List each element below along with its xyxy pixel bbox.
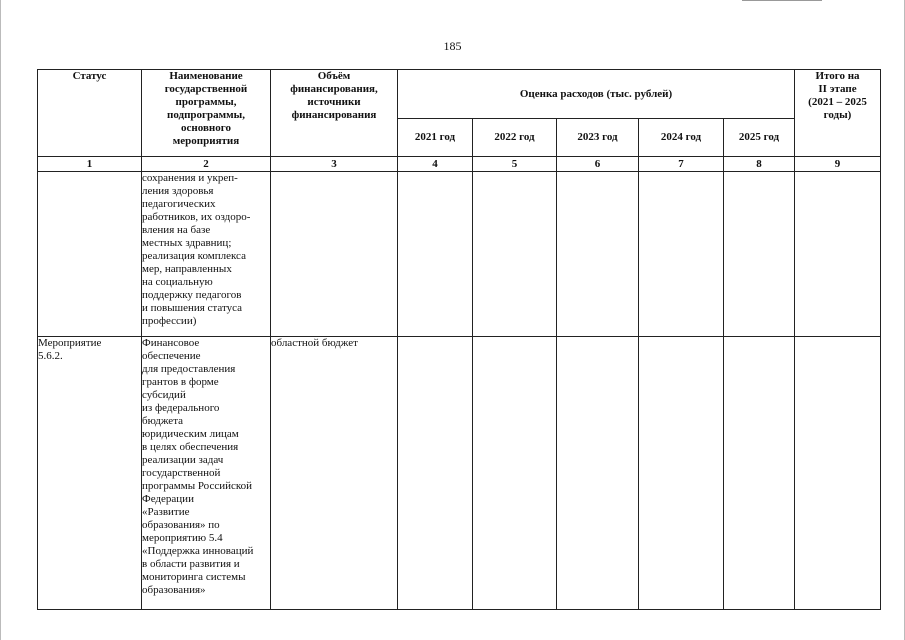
header-volume <box>271 70 398 157</box>
name-line: мероприятию 5.4 <box>142 532 223 544</box>
name-line: государственной <box>142 467 221 479</box>
name-line: ления здоровья <box>142 185 214 197</box>
name-line: юридическим лицам <box>142 428 239 440</box>
name-line: мониторинга системы <box>142 571 246 583</box>
name-line: профессии) <box>142 315 197 327</box>
value-cell-2021 <box>398 337 473 610</box>
header-name-line: Наименование <box>169 70 243 82</box>
column-number: 4 <box>398 157 473 172</box>
status-cell <box>38 337 142 610</box>
table-row <box>38 337 881 610</box>
name-line: мер, направленных <box>142 263 232 275</box>
header-name-line: государственной <box>164 83 248 95</box>
total-cell <box>795 172 881 337</box>
header-total-line: II этапе <box>818 83 857 95</box>
top-rule <box>742 0 822 1</box>
header-year-2024: 2024 год <box>639 119 724 157</box>
column-number: 8 <box>724 157 795 172</box>
name-line: на социальную <box>142 276 213 288</box>
header-year-2022: 2022 год <box>473 119 557 157</box>
column-number: 2 <box>142 157 271 172</box>
header-total <box>795 70 881 157</box>
total-cell <box>795 337 881 610</box>
name-line: педагогических <box>142 198 216 210</box>
name-line: и повышения статуса <box>142 302 243 314</box>
header-year-2021: 2021 год <box>398 119 473 157</box>
name-line: образования» <box>142 584 206 596</box>
column-number-row <box>38 157 881 172</box>
header-volume-line: источники <box>307 96 361 108</box>
name-line: «Развитие <box>142 506 190 518</box>
value-cell-2023 <box>557 172 639 337</box>
name-line: программы Российской <box>142 480 253 492</box>
name-line: в целях обеспечения <box>142 441 239 453</box>
value-cell-2023 <box>557 337 639 610</box>
header-name-line: подпрограммы, <box>167 109 245 121</box>
name-line: «Поддержка инноваций <box>142 545 254 557</box>
header-name-line: основного <box>181 122 231 134</box>
value-cell-2025 <box>724 337 795 610</box>
name-line: местных здравниц; <box>142 237 232 249</box>
budget-table <box>37 69 881 610</box>
name-line: работников, их оздоро- <box>142 211 251 223</box>
value-cell-2024 <box>639 337 724 610</box>
name-line: субсидий <box>142 389 186 401</box>
header-volume-line: Объём <box>317 70 351 82</box>
column-number: 1 <box>38 157 142 172</box>
column-number: 5 <box>473 157 557 172</box>
header-total-line: Итого на <box>815 70 860 82</box>
header-status: Статус <box>38 70 142 157</box>
status-line: 5.6.2. <box>38 350 63 362</box>
name-line: для предоставления <box>142 363 236 375</box>
header-name-line: программы, <box>175 96 237 108</box>
header-year-2025: 2025 год <box>724 119 795 157</box>
column-number: 6 <box>557 157 639 172</box>
name-line: Федерации <box>142 493 194 505</box>
header-total-line: годы) <box>823 109 852 121</box>
name-line: бюджета <box>142 415 184 427</box>
name-line: в области развития и <box>142 558 240 570</box>
page-border-left <box>0 0 1 640</box>
name-line: грантов в форме <box>142 376 219 388</box>
header-name-line: мероприятия <box>172 135 240 147</box>
name-line: поддержку педагогов <box>142 289 242 301</box>
name-line: реализации задач <box>142 454 224 466</box>
header-total-line: (2021 – 2025 <box>808 96 867 108</box>
name-line: образования» по <box>142 519 220 531</box>
name-line: из федерального <box>142 402 220 414</box>
value-cell-2022 <box>473 337 557 610</box>
name-line: сохранения и укреп- <box>142 172 238 184</box>
header-estimate: Оценка расходов (тыс. рублей) <box>398 70 795 119</box>
table-row <box>38 172 881 337</box>
header-year-2023: 2023 год <box>557 119 639 157</box>
header-name <box>142 70 271 157</box>
page-number: 185 <box>443 39 462 53</box>
column-number: 3 <box>271 157 398 172</box>
value-cell-2021 <box>398 172 473 337</box>
name-cell <box>142 172 271 337</box>
source-cell: областной бюджет <box>271 337 398 610</box>
value-cell-2024 <box>639 172 724 337</box>
name-line: реализация комплекса <box>142 250 246 262</box>
name-cell <box>142 337 271 610</box>
column-number: 7 <box>639 157 724 172</box>
status-line: Мероприятие <box>38 337 102 349</box>
name-line: вления на базе <box>142 224 211 236</box>
value-cell-2022 <box>473 172 557 337</box>
column-number: 9 <box>795 157 881 172</box>
status-cell <box>38 172 142 337</box>
value-cell-2025 <box>724 172 795 337</box>
header-volume-line: финансирования <box>291 109 377 121</box>
name-line: Финансовое <box>142 337 200 349</box>
source-cell <box>271 172 398 337</box>
name-line: обеспечение <box>142 350 201 362</box>
header-volume-line: финансирования, <box>290 83 378 95</box>
